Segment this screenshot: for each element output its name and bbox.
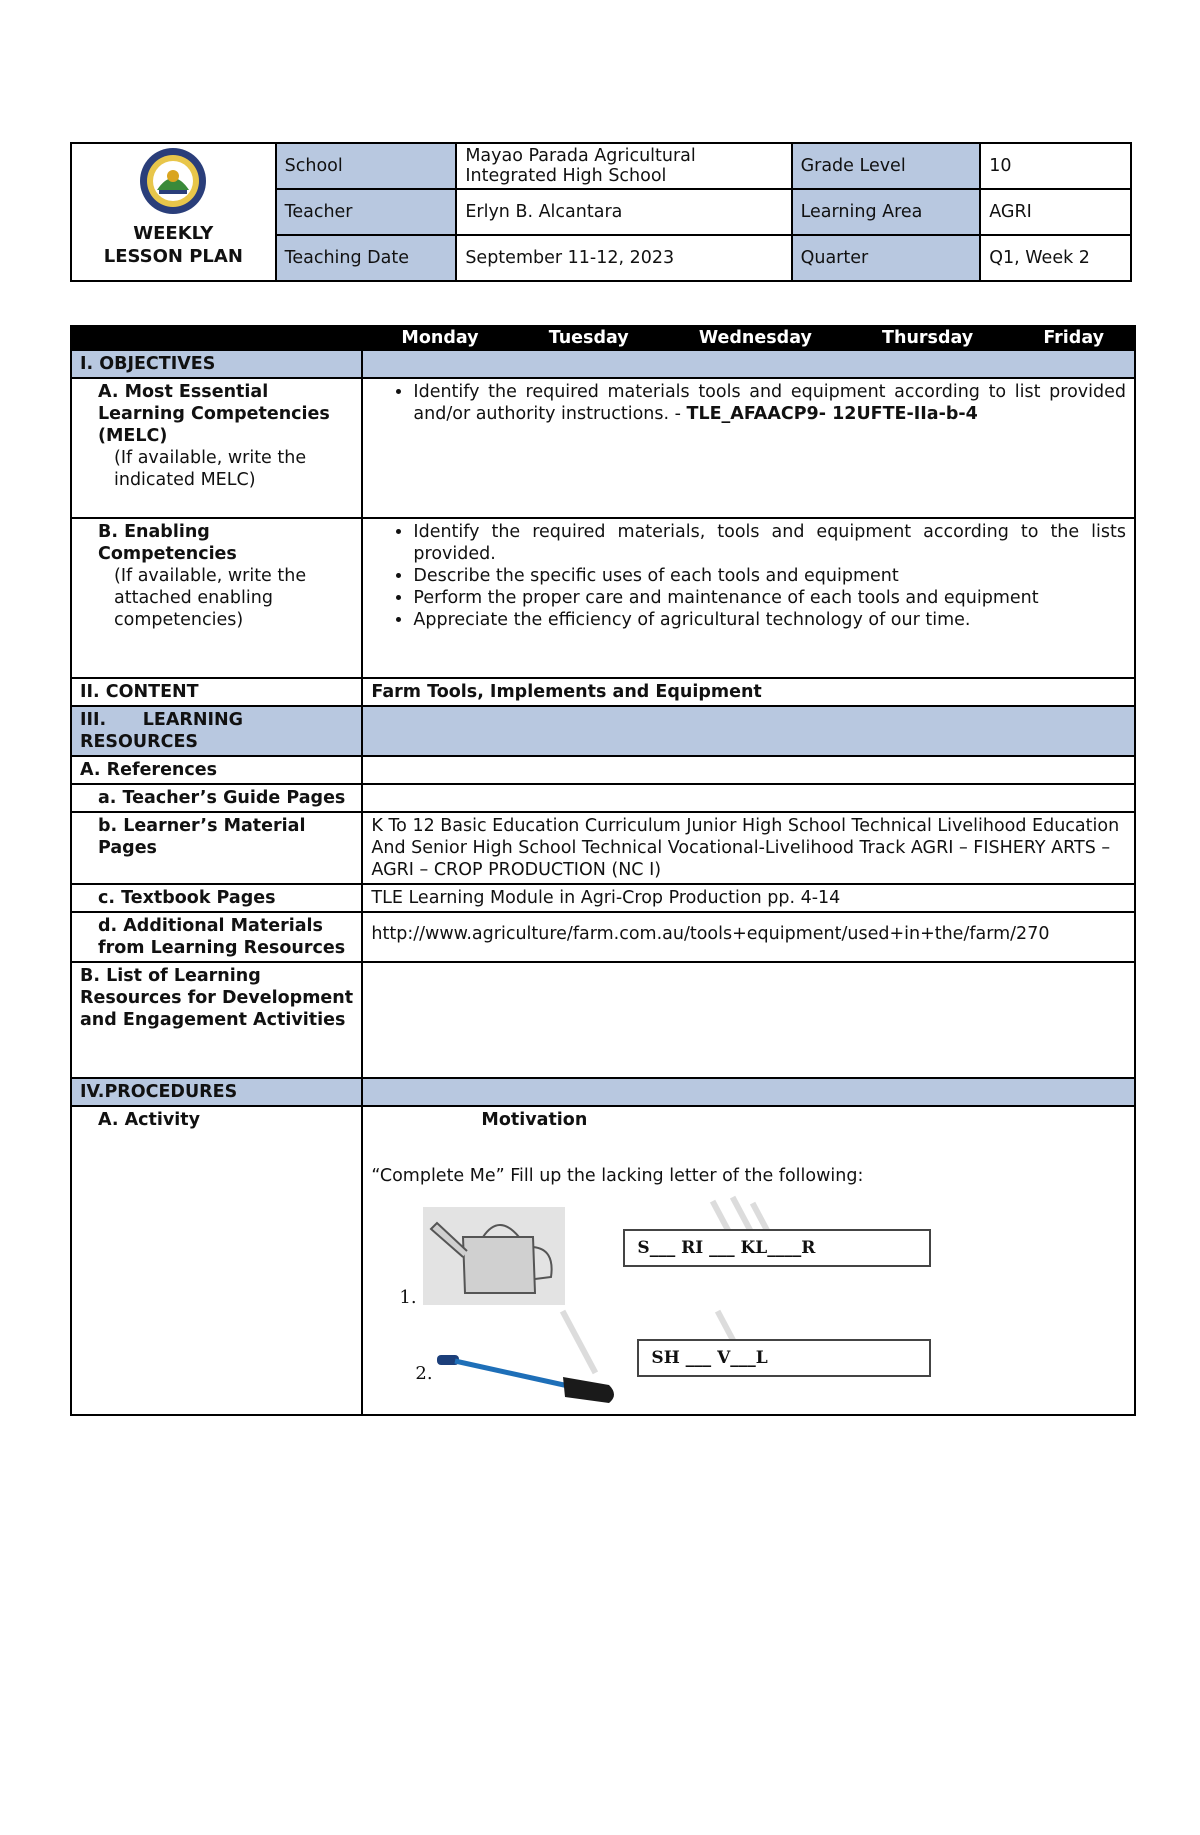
references-label: A. References bbox=[71, 756, 362, 784]
day-wednesday: Wednesday bbox=[698, 328, 812, 348]
enabling-item: • Identify the required materials, tools and equipment according to the lists provided. bbox=[413, 521, 1126, 565]
enabling-note: (If available, write the attached enabling competencies) bbox=[114, 566, 307, 630]
activity-instruction: “Complete Me” Fill up the lacking letter of the following: bbox=[371, 1166, 864, 1186]
complete-me-exercise bbox=[371, 1187, 1126, 1412]
melc-row bbox=[71, 378, 1135, 518]
day-thursday: Thursday bbox=[882, 328, 974, 348]
plan-title-line1: WEEKLY bbox=[133, 223, 214, 244]
activity-label: A. Activity bbox=[71, 1106, 362, 1415]
procedures-section-row bbox=[71, 1078, 1135, 1106]
tg-label: a. Teacher’s Guide Pages bbox=[71, 784, 362, 812]
teacher-label: Teacher bbox=[276, 189, 457, 235]
additional-materials-link[interactable]: http://www.agriculture/farm.com.au/tools+equipment/used+in+the/farm/270 bbox=[371, 924, 1050, 944]
school-value: Mayao Parada Agricultural Integrated High School bbox=[456, 143, 791, 189]
day-header-row bbox=[71, 326, 1135, 350]
lesson-plan-table bbox=[70, 325, 1136, 1416]
item-number: 1. bbox=[399, 1287, 417, 1308]
lm-value: K To 12 Basic Education Curriculum Junior High School Technical Livelihood Education And Senior High School Technical Vocational-Livelihood Track AGRI – FISHERY ARTS – AGRI – CROP PRODUCTION (NC I) bbox=[362, 812, 1135, 884]
teacher-value: Erlyn B. Alcantara bbox=[456, 189, 791, 235]
content-value: Farm Tools, Implements and Equipment bbox=[362, 678, 1135, 706]
shovel-icon bbox=[433, 1347, 621, 1407]
content-label: II. CONTENT bbox=[71, 678, 362, 706]
enabling-row bbox=[71, 518, 1135, 678]
references-row bbox=[71, 756, 1135, 784]
objectives-title: I. OBJECTIVES bbox=[71, 350, 362, 378]
header-logo-cell bbox=[71, 143, 276, 281]
deped-seal-icon bbox=[137, 146, 209, 216]
tg-row bbox=[71, 784, 1135, 812]
header-table bbox=[70, 142, 1132, 282]
melc-item bbox=[413, 381, 1126, 425]
enabling-item: • Describe the specific uses of each tools and equipment bbox=[413, 565, 1126, 587]
item-number: 2. bbox=[415, 1363, 433, 1384]
answer-box-2[interactable]: SH ___ V___L bbox=[637, 1339, 931, 1377]
area-label: Learning Area bbox=[792, 189, 981, 235]
school-label: School bbox=[276, 143, 457, 189]
lm-label: b. Learner’s Material Pages bbox=[71, 812, 362, 884]
quarter-label: Quarter bbox=[792, 235, 981, 281]
list-resources-row bbox=[71, 962, 1135, 1078]
day-friday: Friday bbox=[1043, 328, 1104, 348]
add-label: d. Additional Materials from Learning Resources bbox=[71, 912, 362, 962]
grade-label: Grade Level bbox=[792, 143, 981, 189]
resources-section-row bbox=[71, 706, 1135, 756]
list-label: B. List of Learning Resources for Development and Engagement Activities bbox=[71, 962, 362, 1078]
resources-title: III. LEARNING RESOURCES bbox=[71, 706, 362, 756]
lm-row bbox=[71, 812, 1135, 884]
day-header-blank bbox=[71, 326, 362, 350]
additional-materials-row bbox=[71, 912, 1135, 962]
date-value: September 11-12, 2023 bbox=[456, 235, 791, 281]
melc-label: A. Most Essential Learning Competencies (MELC) bbox=[98, 382, 330, 446]
procedures-title: IV.PROCEDURES bbox=[71, 1078, 362, 1106]
enabling-label: B. Enabling Competencies bbox=[98, 522, 237, 564]
grade-value: 10 bbox=[980, 143, 1131, 189]
plan-title-line2: LESSON PLAN bbox=[103, 246, 243, 267]
quarter-value: Q1, Week 2 bbox=[980, 235, 1131, 281]
answer-box-1[interactable]: S___ RI ___ KL____R bbox=[623, 1229, 931, 1267]
melc-code: TLE_AFAACP9- 12UFTE-IIa-b-4 bbox=[686, 404, 978, 424]
date-label: Teaching Date bbox=[276, 235, 457, 281]
objectives-section-row bbox=[71, 350, 1135, 378]
day-tuesday: Tuesday bbox=[548, 328, 629, 348]
activity-row bbox=[71, 1106, 1135, 1415]
watering-can-icon bbox=[423, 1207, 565, 1305]
tb-row bbox=[71, 884, 1135, 912]
tb-label: c. Textbook Pages bbox=[71, 884, 362, 912]
day-header-cell bbox=[362, 326, 1135, 350]
content-row bbox=[71, 678, 1135, 706]
melc-note: (If available, write the indicated MELC) bbox=[114, 448, 307, 490]
motivation-heading: Motivation bbox=[481, 1110, 588, 1130]
day-monday: Monday bbox=[401, 328, 479, 348]
tb-value: TLE Learning Module in Agri-Crop Production pp. 4-14 bbox=[362, 884, 1135, 912]
enabling-item: • Perform the proper care and maintenance of each tools and equipment bbox=[413, 587, 1126, 609]
melc-text: Identify the required materials tools and equipment according to list provided and/or authority instructions. - bbox=[413, 382, 1126, 424]
area-value: AGRI bbox=[980, 189, 1131, 235]
enabling-item: • Appreciate the efficiency of agricultural technology of our time. bbox=[413, 609, 1126, 631]
